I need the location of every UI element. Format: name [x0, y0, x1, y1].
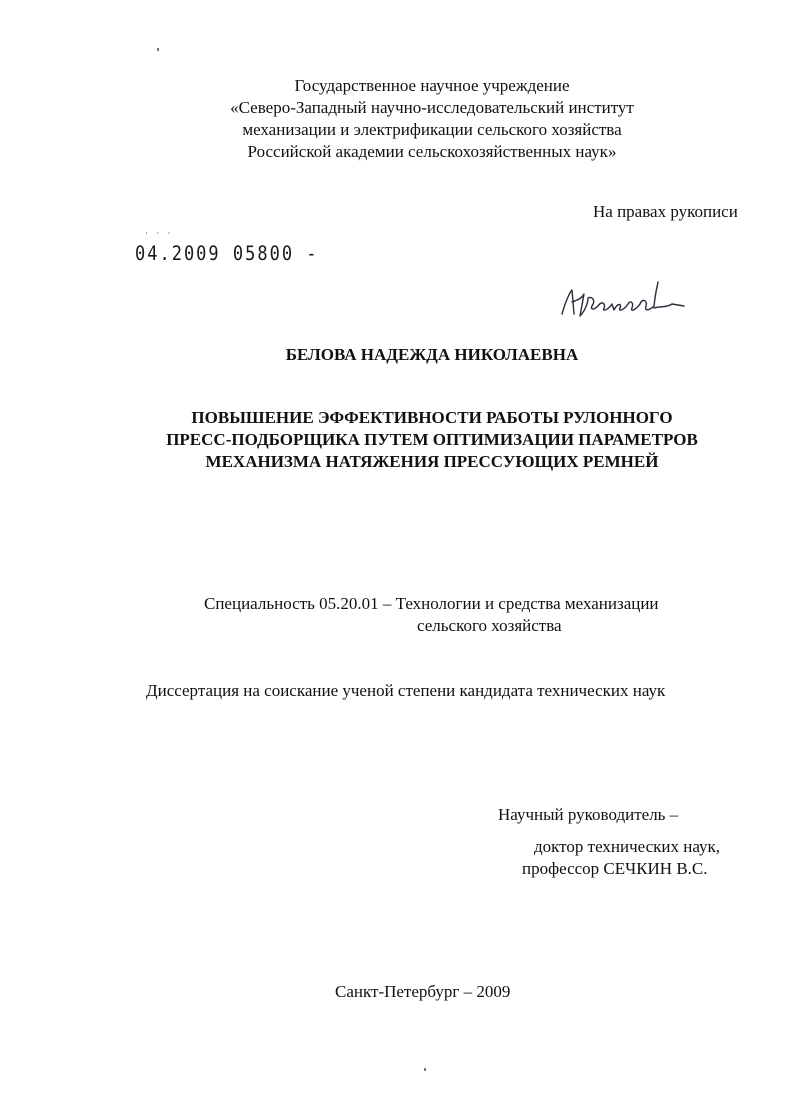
dissertation-degree-note: Диссертация на соискание ученой степени кандидата технических наук: [146, 681, 666, 700]
institution-line-3: механизации и электрификации сельского хозяйства: [242, 120, 622, 139]
supervisor-label: Научный руководитель –: [498, 805, 679, 824]
institution-line-2: «Северо-Западный научно-исследовательский институт: [230, 98, 634, 117]
thesis-title-line-3: МЕХАНИЗМА НАТЯЖЕНИЯ ПРЕССУЮЩИХ РЕМНЕЙ: [205, 452, 659, 471]
supervisor-name: профессор СЕЧКИН В.С.: [522, 859, 708, 878]
place-and-year: Санкт-Петербург – 2009: [335, 982, 511, 1001]
manuscript-rights-note: На правах рукописи: [593, 202, 738, 221]
scan-speck: [157, 48, 159, 51]
specialty-line-1: Специальность 05.20.01 – Технологии и средства механизации: [204, 594, 659, 613]
archive-code-text: 04.2009 05800: [135, 242, 295, 266]
archive-code-stamp: 04.2009 05800 -: [135, 242, 319, 266]
scan-speck: [424, 1068, 426, 1071]
specialty-line-2: сельского хозяйства: [417, 616, 562, 635]
supervisor-degree: доктор технических наук,: [534, 837, 721, 856]
author-name: БЕЛОВА НАДЕЖДА НИКОЛАЕВНА: [285, 345, 579, 364]
author-signature: [558, 278, 688, 328]
institution-line-4: Российской академии сельскохозяйственных наук»: [247, 142, 617, 161]
thesis-title-line-2: ПРЕСС-ПОДБОРЩИКА ПУТЕМ ОПТИМИЗАЦИИ ПАРАМЕТРОВ: [166, 430, 698, 449]
institution-line-1: Государственное научное учреждение: [294, 76, 570, 95]
archive-stamp-dots: · · ·: [145, 228, 174, 238]
thesis-title-line-1: ПОВЫШЕНИЕ ЭФФЕКТИВНОСТИ РАБОТЫ РУЛОННОГО: [191, 408, 673, 427]
